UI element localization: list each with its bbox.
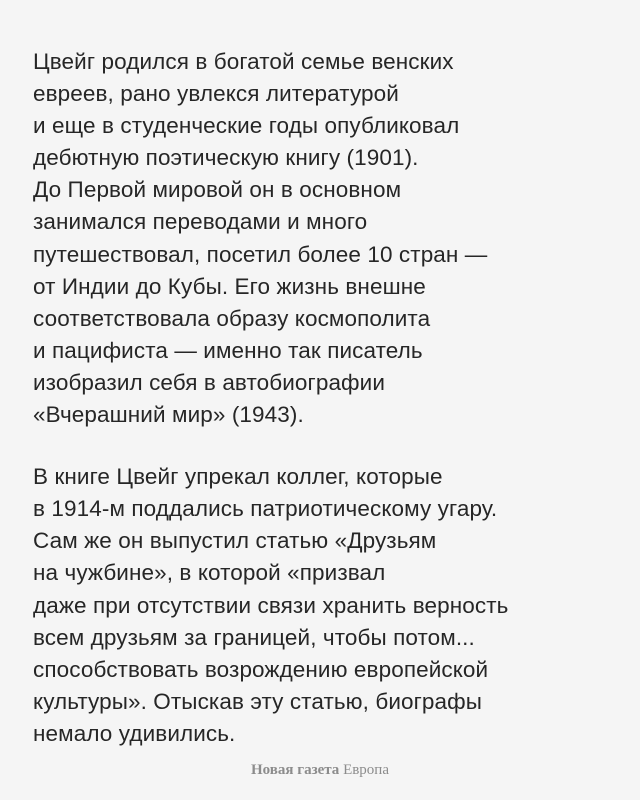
- text-line: Цвейг родился в богатой семье венских: [33, 49, 454, 74]
- text-line: путешествовал, посетил более 10 стран —: [33, 241, 488, 267]
- text-line: занимался переводами и много: [33, 209, 368, 235]
- text-line: евреев, рано увлекся литературой: [33, 81, 399, 107]
- text-line: в 1914-м поддались патриотическому угару.: [33, 496, 498, 522]
- text-line: даже при отсутствии связи хранить верность: [33, 592, 509, 618]
- brand-name: Новая газета: [251, 762, 340, 778]
- text-line: культуры». Отыскав эту статью, биографы: [33, 688, 483, 714]
- text-line: изобразил себя в автобиографии: [33, 369, 386, 395]
- paragraph-spacer: [33, 431, 613, 461]
- brand-region: Европа: [343, 762, 389, 778]
- article-body: [33, 46, 613, 750]
- paragraph-1: [33, 46, 613, 431]
- text-line: Сам же он выпустил статью «Друзьям: [33, 528, 437, 554]
- text-line: и еще в студенческие годы опубликовал: [33, 113, 460, 139]
- text-line: немало удивились.: [33, 720, 236, 746]
- text-line: В книге Цвейг упрекал коллег, которые: [33, 464, 443, 490]
- text-line: и пацифиста — именно так писатель: [33, 337, 423, 363]
- text-line: До Первой мировой он в основном: [33, 177, 402, 203]
- paragraph-2: [33, 461, 613, 750]
- text-line: от Индии до Кубы. Его жизнь внешне: [33, 273, 426, 299]
- text-line: всем друзьям за границей, чтобы потом...: [33, 624, 475, 650]
- text-line: дебютную поэтическую книгу (1901).: [33, 145, 419, 171]
- text-line: соответствовала образу космополита: [33, 305, 431, 331]
- brand-footer: [0, 761, 640, 779]
- text-line: «Вчерашний мир» (1943).: [33, 402, 304, 428]
- text-line: способствовать возрождению европейской: [33, 656, 489, 682]
- text-line: на чужбине», в которой «призвал: [33, 560, 386, 586]
